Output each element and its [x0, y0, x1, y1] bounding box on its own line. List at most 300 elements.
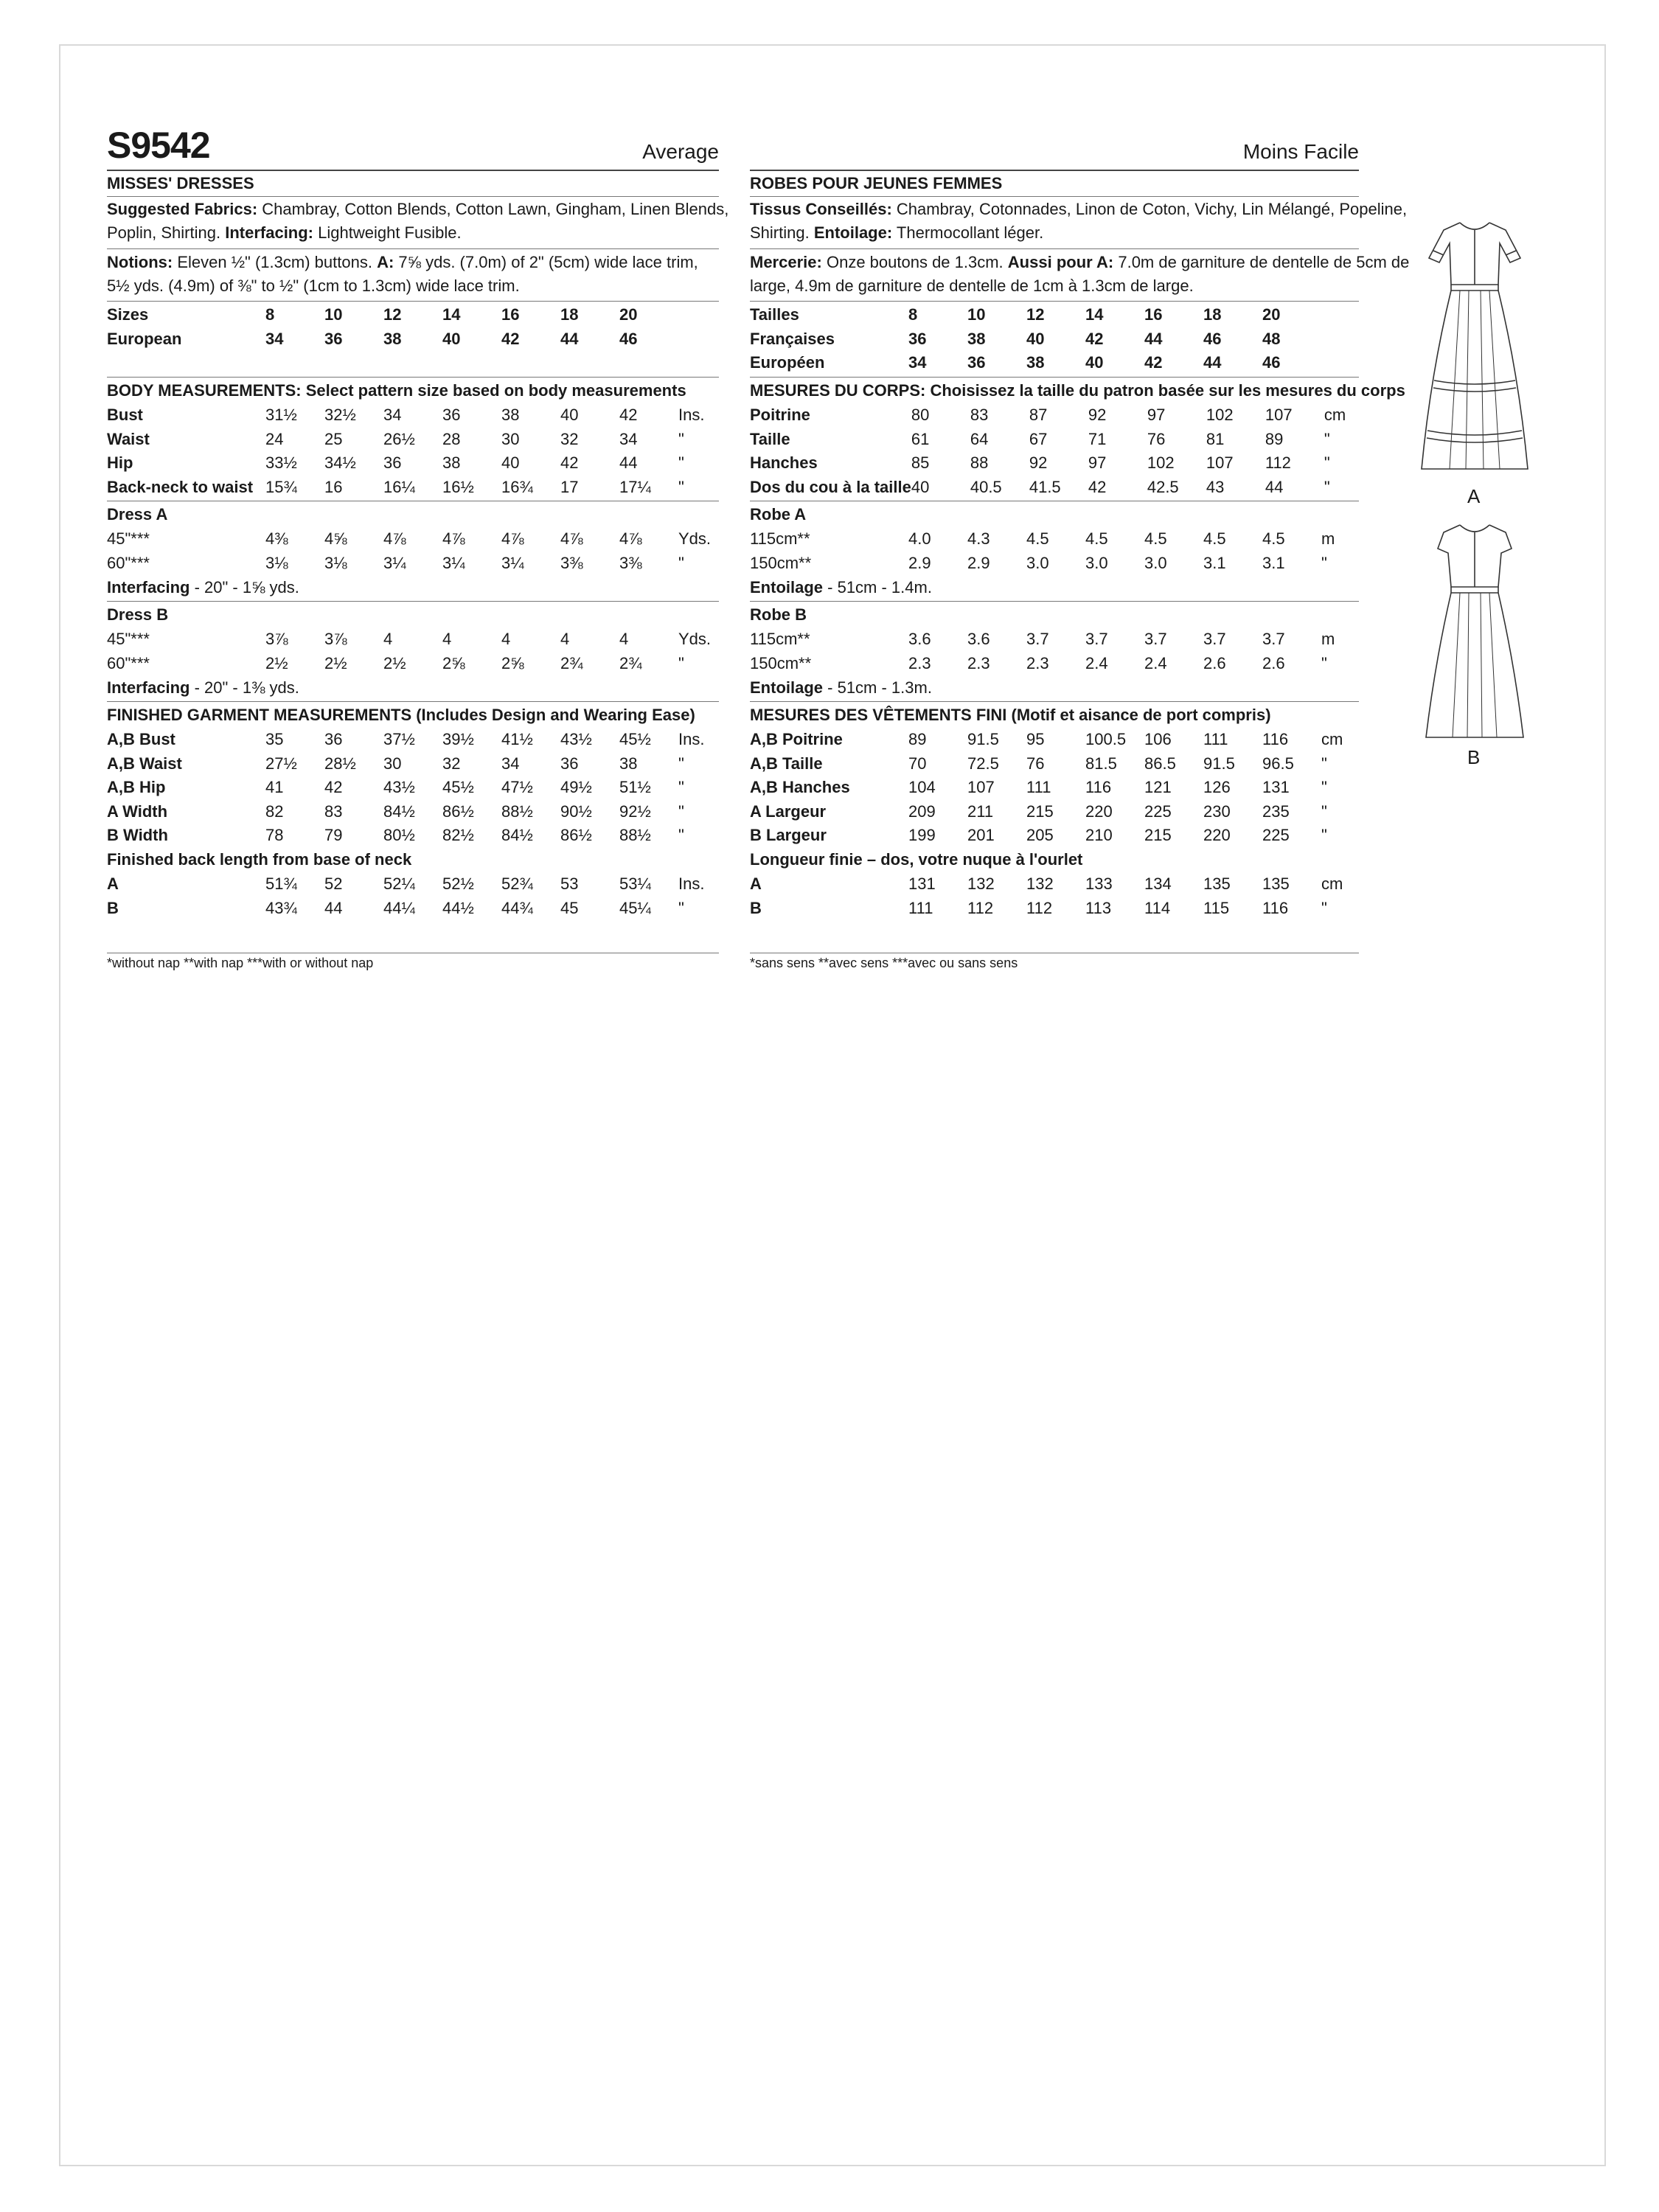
rule: [750, 301, 1359, 302]
cell-value: 39½: [442, 730, 474, 748]
table-row: [107, 476, 708, 500]
table-row: [107, 403, 708, 428]
row-label: A Largeur: [750, 801, 827, 821]
cell-value: 205: [1026, 826, 1054, 844]
cell-value: 126: [1203, 778, 1231, 796]
cell-unit: [1321, 327, 1351, 352]
cell-value: 2⅝: [501, 653, 524, 672]
cell-value: 134: [1144, 874, 1172, 893]
cell-value: 3.0: [1026, 553, 1049, 572]
cell-value: 35: [265, 730, 284, 748]
cell-value: 215: [1144, 826, 1172, 844]
cell-value: 40: [1085, 353, 1104, 372]
cell-value: 111: [1026, 778, 1051, 796]
row-label: Européen: [750, 353, 825, 372]
cell-value: 16: [324, 477, 343, 496]
body-heading-en: BODY MEASUREMENTS: Select pattern size based on body measurements: [107, 381, 686, 400]
row-label: A,B Bust: [107, 730, 175, 748]
interfacing-text: - 20" - 1⅜ yds.: [194, 678, 299, 697]
cell-value: 38: [1026, 353, 1045, 372]
cell-value: 4: [442, 630, 452, 648]
cell-unit: Ins.: [678, 406, 705, 424]
cell-value: 133: [1085, 874, 1113, 893]
row-label: 150cm**: [750, 653, 812, 672]
notions-line1c: 7⅝ yds. (7.0m) of 2" (5cm) wide lace trim,: [398, 253, 698, 271]
cell-value: 107: [1206, 453, 1234, 472]
table-row: [107, 652, 711, 676]
cell-value: 31½: [265, 406, 297, 424]
table-row: [107, 552, 711, 576]
row-label: European: [107, 329, 182, 348]
cell-value: 3.1: [1262, 553, 1285, 572]
interfacing-text: Thermocollant léger.: [896, 223, 1044, 242]
cell-value: 132: [967, 874, 995, 893]
cell-unit: ": [678, 653, 684, 672]
cell-value: 132: [1026, 874, 1054, 893]
cell-value: 33½: [265, 453, 297, 472]
cell-value: 41.5: [1029, 477, 1061, 496]
cell-value: 38: [501, 406, 520, 424]
row-label: 115cm**: [750, 630, 810, 648]
dress-a-sketch-icon: [1401, 214, 1548, 479]
cell-value: 12: [383, 305, 402, 324]
cell-value: 116: [1262, 898, 1289, 917]
cell-value: 12: [1026, 305, 1045, 324]
cell-unit: ": [1324, 477, 1330, 496]
dress-b-interfacing-en: [107, 676, 299, 700]
difficulty-level-en: Average: [642, 140, 719, 163]
cell-value: 3⅞: [324, 630, 347, 648]
cell-value: 89: [908, 730, 927, 748]
rule: [750, 248, 1359, 249]
rule: [107, 301, 719, 302]
cell-unit: m: [1321, 529, 1335, 548]
cell-value: 3.7: [1144, 630, 1167, 648]
cell-unit: cm: [1321, 874, 1343, 893]
cell-value: 3⅛: [265, 553, 288, 572]
cell-value: 131: [908, 874, 936, 893]
cell-value: 112: [1026, 898, 1053, 917]
cell-value: 70: [908, 754, 927, 773]
cell-value: 199: [908, 826, 936, 844]
cell-value: 100.5: [1085, 730, 1127, 748]
cell-value: 16½: [442, 477, 474, 496]
row-label: Sizes: [107, 305, 149, 324]
cell-value: 49½: [560, 778, 592, 796]
cell-value: 2.4: [1144, 653, 1167, 672]
cell-value: 225: [1262, 826, 1290, 844]
cell-value: 4⅜: [265, 529, 288, 548]
cell-value: 36: [383, 453, 402, 472]
cell-value: 36: [908, 329, 927, 348]
cell-value: 16¾: [501, 477, 533, 496]
body-table-en: [107, 403, 708, 499]
table-row: [750, 303, 1351, 327]
rule: [107, 601, 719, 602]
cell-value: 38: [967, 329, 986, 348]
cell-value: 4: [619, 630, 629, 648]
cell-value: 3.7: [1085, 630, 1108, 648]
dress-b-sketch-icon: [1401, 516, 1548, 752]
row-label: A,B Hip: [107, 778, 166, 796]
row-label: 60"***: [107, 553, 150, 572]
interfacing-label: Entoilage: [750, 578, 824, 597]
cell-value: 34: [908, 353, 927, 372]
cell-unit: [678, 303, 708, 327]
rule: [750, 601, 1359, 602]
dress-a-table-en: [107, 527, 711, 575]
cell-value: 87: [1029, 406, 1048, 424]
finished-table-en: [107, 728, 708, 848]
cell-value: 14: [1085, 305, 1104, 324]
table-row: [750, 403, 1354, 428]
table-row: [107, 752, 708, 776]
notions-label: Notions:: [107, 253, 173, 271]
footnote-en: *without nap **with nap ***with or without nap: [107, 956, 374, 970]
cell-unit: Yds.: [678, 529, 712, 548]
back-length-heading-fr: Longueur finie – dos, votre nuque à l'ourlet: [750, 850, 1083, 869]
table-row: [107, 303, 708, 327]
cell-value: 44: [560, 329, 579, 348]
back-length-heading-en: Finished back length from base of neck: [107, 850, 412, 869]
notions-fr: [750, 251, 1409, 274]
notions-en: [107, 251, 698, 274]
rule: [107, 701, 719, 702]
cell-value: 17¼: [619, 477, 651, 496]
table-row: [107, 527, 711, 552]
cell-value: 34: [619, 429, 638, 448]
cell-value: 40: [501, 453, 520, 472]
row-label: B Largeur: [750, 826, 827, 844]
cell-value: 225: [1144, 801, 1172, 821]
table-row: [750, 627, 1351, 652]
cell-value: 4: [560, 630, 570, 648]
body-heading-fr: MESURES DU CORPS: Choisissez la taille du patron basée sur les mesures du corps: [750, 381, 1405, 400]
cell-value: 2.6: [1262, 653, 1285, 672]
table-row: [750, 428, 1354, 452]
cell-value: 121: [1144, 778, 1172, 796]
cell-value: 95: [1026, 730, 1045, 748]
cell-value: 107: [967, 778, 995, 796]
cell-value: 81.5: [1085, 754, 1117, 773]
cell-value: 43½: [560, 730, 592, 748]
cell-value: 53: [560, 874, 579, 893]
interfacing-text: - 20" - 1⅝ yds.: [194, 578, 299, 597]
cell-value: 210: [1085, 826, 1113, 844]
pattern-number: S9542: [107, 125, 210, 166]
cell-value: 3.6: [908, 630, 931, 648]
cell-value: 44¼: [383, 898, 415, 917]
cell-value: 28: [442, 429, 461, 448]
cell-unit: ": [678, 429, 684, 448]
cell-value: 3.7: [1262, 630, 1285, 648]
cell-value: 220: [1085, 801, 1113, 821]
cell-value: 30: [383, 754, 402, 773]
cell-value: 81: [1206, 429, 1225, 448]
cell-value: 4.3: [967, 529, 990, 548]
cell-value: 40.5: [970, 477, 1002, 496]
cell-value: 102: [1147, 453, 1175, 472]
title-fr: ROBES POUR JEUNES FEMMES: [750, 174, 1003, 192]
interfacing-text: - 51cm - 1.4m.: [827, 578, 932, 597]
table-row: [750, 476, 1354, 500]
cell-value: 3¼: [383, 553, 406, 572]
notions-line2-fr: large, 4.9m de garniture de dentelle de 1cm à 1.3cm de large.: [750, 276, 1194, 295]
cell-value: 30: [501, 429, 520, 448]
cell-value: 17: [560, 477, 579, 496]
row-label: B Width: [107, 826, 168, 844]
cell-value: 89: [1265, 429, 1284, 448]
cell-value: 44: [1203, 353, 1222, 372]
dress-b-heading-fr: Robe B: [750, 605, 807, 624]
table-row: [750, 752, 1351, 776]
cell-value: 86½: [560, 826, 592, 844]
cell-value: 2.3: [967, 653, 990, 672]
cell-value: 16¼: [383, 477, 415, 496]
cell-value: 88½: [501, 801, 533, 821]
cell-value: 131: [1262, 778, 1290, 796]
cell-value: 45½: [619, 730, 651, 748]
fabrics-line1: Chambray, Cotonnades, Linon de Coton, Vichy, Lin Mélangé, Popeline,: [896, 200, 1408, 218]
notions-label: Mercerie:: [750, 253, 822, 271]
cell-value: 97: [1147, 406, 1166, 424]
dress-a-heading-en: Dress A: [107, 505, 168, 524]
cell-value: 92: [1088, 406, 1107, 424]
cell-value: 18: [1203, 305, 1222, 324]
fabrics-en: [107, 198, 728, 221]
row-label: Hanches: [750, 453, 818, 472]
cell-value: 20: [619, 305, 638, 324]
cell-value: 61: [911, 429, 930, 448]
row-label: Dos du cou à la taille: [750, 477, 911, 496]
cell-value: 67: [1029, 429, 1048, 448]
cell-value: 36: [324, 730, 343, 748]
cell-value: 4⅞: [383, 529, 406, 548]
table-row: [750, 897, 1351, 921]
cell-value: 235: [1262, 801, 1290, 821]
cell-value: 135: [1203, 874, 1231, 893]
row-label: A Width: [107, 801, 168, 821]
cell-value: 4.5: [1203, 529, 1226, 548]
cell-value: 26½: [383, 429, 415, 448]
cell-unit: [678, 327, 708, 352]
cell-value: 215: [1026, 801, 1054, 821]
table-row: [750, 351, 1351, 375]
cell-value: 90½: [560, 801, 592, 821]
cell-unit: cm: [1321, 730, 1343, 748]
cell-value: 46: [1262, 353, 1281, 372]
sizes-table-en: [107, 303, 708, 351]
cell-value: 91.5: [967, 730, 999, 748]
finished-table-fr: [750, 728, 1351, 848]
cell-value: 201: [967, 826, 995, 844]
row-label: 45"***: [107, 630, 150, 648]
cell-value: 42: [1144, 353, 1163, 372]
cell-value: 72.5: [967, 754, 999, 773]
cell-unit: ": [1324, 429, 1330, 448]
fabrics-line2: Shirting.: [750, 223, 810, 242]
cell-value: 44: [1144, 329, 1163, 348]
table-row: [750, 552, 1351, 576]
cell-value: 38: [442, 453, 461, 472]
cell-value: 4.5: [1085, 529, 1108, 548]
cell-value: 83: [324, 801, 343, 821]
notions-a-label: A:: [377, 253, 394, 271]
table-row: [107, 428, 708, 452]
cell-value: 42: [1088, 477, 1107, 496]
cell-value: 42: [501, 329, 520, 348]
cell-value: 20: [1262, 305, 1281, 324]
cell-value: 44: [324, 898, 343, 917]
cell-value: 27½: [265, 754, 297, 773]
cell-unit: ": [1321, 754, 1327, 773]
cell-value: 44¾: [501, 898, 533, 917]
cell-value: 107: [1265, 406, 1293, 424]
cell-value: 52¼: [383, 874, 415, 893]
cell-value: 83: [970, 406, 989, 424]
cell-value: 4⅞: [442, 529, 465, 548]
notions-line1a: Onze boutons de 1.3cm.: [826, 253, 1004, 271]
interfacing-text: - 51cm - 1.3m.: [827, 678, 932, 697]
cell-value: 76: [1026, 754, 1045, 773]
cell-value: 64: [970, 429, 989, 448]
rule: [107, 377, 719, 378]
cell-value: 106: [1144, 730, 1172, 748]
interfacing-text: Lightweight Fusible.: [318, 223, 462, 242]
table-row: [750, 327, 1351, 352]
cell-value: 80½: [383, 826, 415, 844]
cell-value: 211: [967, 801, 994, 821]
table-row: [750, 728, 1351, 752]
cell-value: 111: [908, 898, 933, 917]
cell-value: 10: [967, 305, 986, 324]
cell-value: 88½: [619, 826, 651, 844]
notions-line1a: Eleven ½" (1.3cm) buttons.: [177, 253, 372, 271]
cell-value: 86.5: [1144, 754, 1176, 773]
cell-value: 2.9: [908, 553, 931, 572]
cell-value: 2½: [265, 653, 288, 672]
cell-value: 135: [1262, 874, 1290, 893]
row-label: 150cm**: [750, 553, 812, 572]
table-row: [107, 327, 708, 352]
row-label: Taille: [750, 429, 790, 448]
cell-value: 14: [442, 305, 461, 324]
cell-value: 15¾: [265, 477, 297, 496]
cell-value: 16: [501, 305, 520, 324]
notions-line2-en: 5½ yds. (4.9m) of ⅜" to ½" (1cm to 1.3cm) wide lace trim.: [107, 276, 520, 295]
cell-unit: ": [1321, 826, 1327, 844]
cell-unit: cm: [1324, 406, 1346, 424]
row-label: Poitrine: [750, 406, 810, 424]
rule: [107, 196, 719, 197]
notions-line1c: 7.0m de garniture de dentelle de 5cm de: [1118, 253, 1410, 271]
cell-unit: ": [678, 754, 684, 773]
cell-unit: ": [1321, 553, 1327, 572]
cell-value: 36: [324, 329, 343, 348]
table-row: [750, 800, 1351, 824]
fabrics-line2: Poplin, Shirting.: [107, 223, 221, 242]
cell-unit: Yds.: [678, 630, 712, 648]
cell-value: 230: [1203, 801, 1231, 821]
cell-value: 4⅞: [619, 529, 642, 548]
difficulty-level-fr: Moins Facile: [1242, 140, 1359, 163]
dress-b-heading-en: Dress B: [107, 605, 169, 624]
cell-value: 4: [383, 630, 393, 648]
cell-value: 36: [967, 353, 986, 372]
cell-value: 51¾: [265, 874, 297, 893]
cell-value: 46: [1203, 329, 1222, 348]
table-row: [107, 627, 711, 652]
cell-value: 2¾: [560, 653, 583, 672]
cell-unit: Ins.: [678, 730, 705, 748]
cell-value: 114: [1144, 898, 1171, 917]
cell-unit: ": [678, 477, 684, 496]
cell-value: 116: [1085, 778, 1112, 796]
cell-value: 2⅝: [442, 653, 465, 672]
cell-unit: ": [678, 778, 684, 796]
cell-value: 52½: [442, 874, 474, 893]
cell-value: 25: [324, 429, 343, 448]
cell-unit: [1321, 303, 1351, 327]
cell-value: 36: [560, 754, 579, 773]
row-label: 45"***: [107, 529, 150, 548]
table-row: [750, 527, 1351, 552]
dress-a-interfacing-fr: [750, 576, 932, 599]
cell-value: 2¾: [619, 653, 642, 672]
cell-value: 16: [1144, 305, 1163, 324]
cell-value: 41½: [501, 730, 533, 748]
cell-value: 52: [324, 874, 343, 893]
cell-value: 113: [1085, 898, 1112, 917]
cell-value: 3¼: [501, 553, 524, 572]
cell-value: 4.0: [908, 529, 931, 548]
body-table-fr: [750, 403, 1354, 499]
rule: [750, 377, 1359, 378]
cell-value: 3⅜: [560, 553, 583, 572]
cell-value: 2.6: [1203, 653, 1226, 672]
fabrics-line1: Chambray, Cotton Blends, Cotton Lawn, Gingham, Linen Blends,: [262, 200, 729, 218]
row-label: A,B Taille: [750, 754, 823, 773]
cell-unit: ": [678, 898, 684, 917]
row-label: A: [107, 874, 119, 893]
row-label: B: [107, 898, 119, 917]
cell-value: 116: [1262, 730, 1289, 748]
cell-value: 2½: [383, 653, 406, 672]
interfacing-label: Entoilage: [750, 678, 824, 697]
title-en: MISSES' DRESSES: [107, 174, 254, 192]
cell-value: 44½: [442, 898, 474, 917]
cell-value: 2.3: [908, 653, 931, 672]
cell-unit: ": [1321, 778, 1327, 796]
table-row: [107, 800, 708, 824]
table-row: [107, 728, 708, 752]
cell-value: 3.0: [1085, 553, 1108, 572]
cell-value: 2.9: [967, 553, 990, 572]
table-row: [107, 776, 708, 800]
dress-b-interfacing-fr: [750, 676, 932, 700]
cell-value: 76: [1147, 429, 1166, 448]
sizes-table-fr: [750, 303, 1351, 375]
row-label: 115cm**: [750, 529, 810, 548]
cell-unit: ": [1324, 453, 1330, 472]
cell-value: 24: [265, 429, 284, 448]
cell-value: 3⅞: [265, 630, 288, 648]
cell-value: 42.5: [1147, 477, 1179, 496]
row-label: Bust: [107, 406, 143, 424]
cell-value: 45¼: [619, 898, 651, 917]
dress-a-table-fr: [750, 527, 1351, 575]
rule: [750, 701, 1359, 702]
